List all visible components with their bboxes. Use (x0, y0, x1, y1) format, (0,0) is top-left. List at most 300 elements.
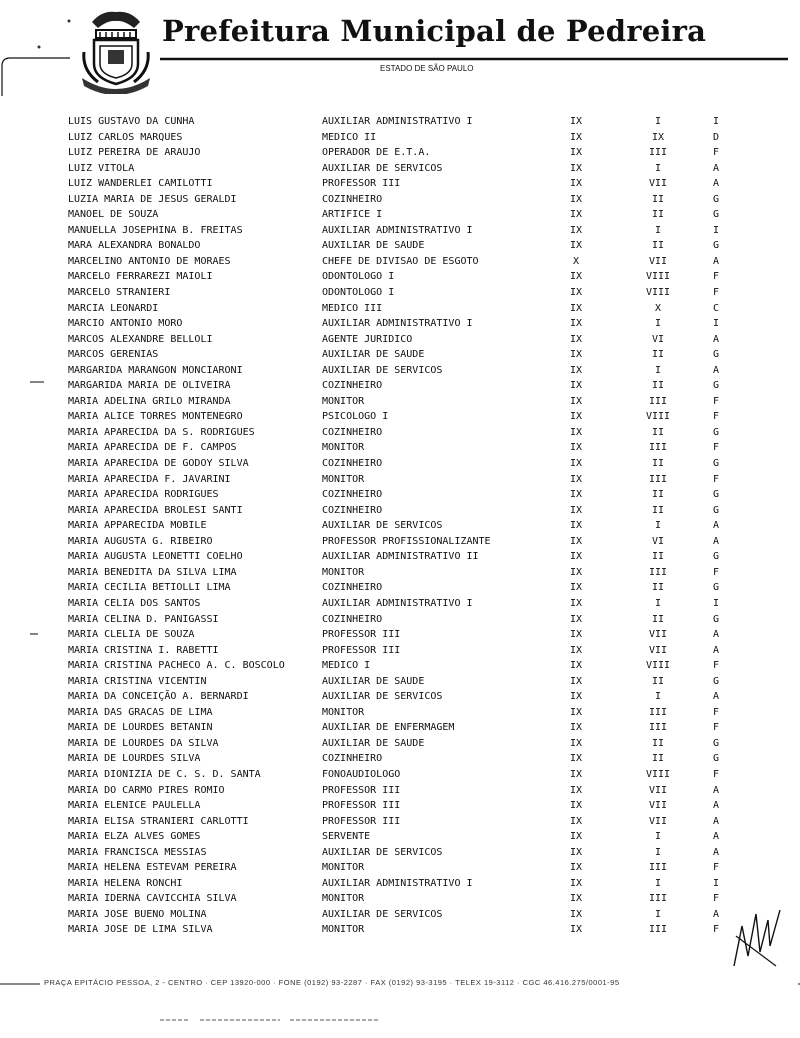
table-row (0, 472, 800, 488)
class-code: I (712, 877, 720, 889)
level-code: IX (569, 473, 583, 485)
level-code: IX (569, 660, 583, 672)
scan-artifact (66, 18, 72, 24)
level-code: IX (569, 224, 583, 236)
table-row (0, 565, 800, 581)
class-code: A (712, 364, 720, 376)
table-row (0, 161, 800, 177)
class-code: F (712, 566, 720, 578)
grade-code: VIII (645, 660, 671, 672)
grade-code: VII (648, 800, 668, 812)
table-row (0, 130, 800, 146)
table-row (0, 829, 800, 845)
table-row (0, 736, 800, 752)
employee-name: LUIZ VITOLA (68, 162, 135, 174)
job-title: COZINHEIRO (322, 613, 383, 625)
class-code: G (712, 349, 720, 361)
job-title: COZINHEIRO (322, 426, 383, 438)
job-title: AUXILIAR DE SAUDE (322, 349, 425, 361)
table-row (0, 627, 800, 643)
job-title: PROFESSOR III (322, 784, 401, 796)
employee-name: MARIA CRISTINA PACHECO A. C. BOSCOLO (68, 660, 285, 672)
class-code: F (712, 722, 720, 734)
job-title: AUXILIAR DE SERVICOS (322, 691, 443, 703)
table-row (0, 891, 800, 907)
job-title: AUXILIAR DE ENFERMAGEM (322, 722, 455, 734)
job-title: CHEFE DE DIVISAO DE ESGOTO (322, 255, 479, 267)
grade-code: VII (648, 784, 668, 796)
table-row (0, 922, 800, 938)
table-row (0, 301, 800, 317)
class-code: G (712, 504, 720, 516)
level-code: IX (569, 924, 583, 936)
level-code: IX (569, 364, 583, 376)
employee-name: MARIA APPARECIDA MOBILE (68, 520, 207, 532)
level-code: IX (569, 753, 583, 765)
job-title: AGENTE JURIDICO (322, 333, 413, 345)
level-code: IX (569, 395, 583, 407)
job-title: AUXILIAR ADMINISTRATIVO I (322, 318, 473, 330)
employee-name: LUZIA MARIA DE JESUS GERALDI (68, 193, 237, 205)
level-code: IX (569, 722, 583, 734)
employee-name: MARIA CECILIA BETIOLLI LIMA (68, 582, 231, 594)
grade-code: III (648, 862, 668, 874)
table-row (0, 751, 800, 767)
level-code: IX (569, 209, 583, 221)
job-title: PSICOLOGO I (322, 411, 389, 423)
grade-code: III (648, 924, 668, 936)
job-title: AUXILIAR ADMINISTRATIVO II (322, 551, 479, 563)
job-title: PROFESSOR PROFISSIONALIZANTE (322, 535, 491, 547)
job-title: MONITOR (322, 924, 365, 936)
table-row (0, 347, 800, 363)
employee-name: MARIA DIONIZIA DE C. S. D. SANTA (68, 768, 261, 780)
level-code: IX (569, 458, 583, 470)
table-row (0, 689, 800, 705)
employee-name: MARIA CLELIA DE SOUZA (68, 629, 195, 641)
level-code: IX (569, 582, 583, 594)
table-row (0, 534, 800, 550)
employee-name: MARIA JOSE DE LIMA SILVA (68, 924, 213, 936)
class-code: F (712, 706, 720, 718)
grade-code: II (651, 675, 665, 687)
employee-name: MARIA APARECIDA RODRIGUES (68, 489, 219, 501)
job-title: AUXILIAR DE SERVICOS (322, 364, 443, 376)
class-code: I (712, 597, 720, 609)
table-row (0, 549, 800, 565)
grade-code: I (654, 846, 662, 858)
grade-code: II (651, 349, 665, 361)
page-subtitle: ESTADO DE SÃO PAULO (380, 64, 474, 73)
header-divider (0, 56, 790, 96)
job-title: MONITOR (322, 893, 365, 905)
job-title: AUXILIAR DE SERVICOS (322, 162, 443, 174)
employee-name: MARCOS GERENIAS (68, 349, 159, 361)
level-code: IX (569, 116, 583, 127)
job-title: MONITOR (322, 473, 365, 485)
job-title: MONITOR (322, 395, 365, 407)
table-row (0, 503, 800, 519)
table-row (0, 518, 800, 534)
class-code: G (712, 551, 720, 563)
class-code: F (712, 862, 720, 874)
grade-code: VI (651, 333, 665, 345)
class-code: F (712, 442, 720, 454)
level-code: IX (569, 597, 583, 609)
job-title: PROFESSOR III (322, 815, 401, 827)
grade-code: I (654, 691, 662, 703)
grade-code: III (648, 395, 668, 407)
grade-code: VII (648, 178, 668, 190)
table-row (0, 876, 800, 892)
grade-code: II (651, 193, 665, 205)
level-code: IX (569, 675, 583, 687)
grade-code: III (648, 893, 668, 905)
employee-name: MARIA BENEDITA DA SILVA LIMA (68, 566, 237, 578)
class-code: I (712, 116, 720, 127)
level-code: IX (569, 831, 583, 843)
employee-name: MARIA DO CARMO PIRES ROMIO (68, 784, 225, 796)
grade-code: I (654, 520, 662, 532)
table-row (0, 860, 800, 876)
grade-code: VII (648, 815, 668, 827)
grade-code: II (651, 489, 665, 501)
employee-name: MARCIA LEONARDI (68, 302, 159, 314)
employee-name: MARIA APARECIDA DA S. RODRIGUES (68, 426, 255, 438)
table-row (0, 658, 800, 674)
grade-code: III (648, 706, 668, 718)
class-code: A (712, 691, 720, 703)
employee-name: MARIA JOSE BUENO MOLINA (68, 908, 207, 920)
employee-name: MARIA ELISA STRANIERI CARLOTTI (68, 815, 249, 827)
footer-address: PRAÇA EPITÁCIO PESSOA, 2 - CENTRO · CEP 13920-000 · FONE (0192) 93-2287 · FAX (0192) 93-3195 · TELEX 19-3112 · CGC 46.416.275/0001-95 (40, 978, 798, 987)
level-code: IX (569, 862, 583, 874)
class-code: F (712, 924, 720, 936)
grade-code: III (648, 722, 668, 734)
class-code: I (712, 318, 720, 330)
employee-name: MARIA ALICE TORRES MONTENEGRO (68, 411, 243, 423)
class-code: A (712, 831, 720, 843)
level-code: IX (569, 426, 583, 438)
job-title: MONITOR (322, 442, 365, 454)
level-code: IX (569, 877, 583, 889)
table-row (0, 223, 800, 239)
level-code: IX (569, 302, 583, 314)
class-code: A (712, 784, 720, 796)
grade-code: IX (651, 131, 665, 143)
grade-code: II (651, 209, 665, 221)
level-code: IX (569, 442, 583, 454)
employee-name: MARA ALEXANDRA BONALDO (68, 240, 201, 252)
table-row (0, 705, 800, 721)
job-title: PROFESSOR III (322, 800, 401, 812)
grade-code: III (648, 442, 668, 454)
grade-code: VIII (645, 271, 671, 283)
class-code: F (712, 287, 720, 299)
level-code: IX (569, 287, 583, 299)
employee-name: MARIA FRANCISCA MESSIAS (68, 846, 207, 858)
grade-code: III (648, 566, 668, 578)
employee-name: MARIA ELENICE PAULELLA (68, 800, 201, 812)
job-title: MEDICO I (322, 660, 371, 672)
employee-name: MANUELLA JOSEPHINA B. FREITAS (68, 224, 243, 236)
class-code: F (712, 411, 720, 423)
job-title: COZINHEIRO (322, 489, 383, 501)
grade-code: II (651, 753, 665, 765)
class-code: A (712, 162, 720, 174)
table-row (0, 674, 800, 690)
job-title: AUXILIAR ADMINISTRATIVO I (322, 877, 473, 889)
level-code: IX (569, 551, 583, 563)
job-title: FONOAUDIOLOGO (322, 768, 401, 780)
class-code: F (712, 395, 720, 407)
job-title: COZINHEIRO (322, 380, 383, 392)
job-title: PROFESSOR III (322, 178, 401, 190)
employee-name: MARIA DAS GRACAS DE LIMA (68, 706, 213, 718)
level-code: IX (569, 566, 583, 578)
level-code: IX (569, 193, 583, 205)
table-row (0, 907, 800, 923)
scan-artifact (160, 1018, 380, 1022)
table-row (0, 378, 800, 394)
grade-code: II (651, 380, 665, 392)
level-code: IX (569, 613, 583, 625)
class-code: A (712, 800, 720, 812)
table-row (0, 596, 800, 612)
employee-name: LUIS GUSTAVO DA CUNHA (68, 116, 195, 127)
employee-name: MARIA HELENA RONCHI (68, 877, 183, 889)
grade-code: II (651, 613, 665, 625)
table-row (0, 409, 800, 425)
grade-code: I (654, 162, 662, 174)
level-code: IX (569, 893, 583, 905)
level-code: IX (569, 691, 583, 703)
scan-artifact (30, 632, 38, 636)
class-code: G (712, 426, 720, 438)
table-row (0, 425, 800, 441)
employee-name: MARIA DE LOURDES DA SILVA (68, 737, 219, 749)
level-code: IX (569, 629, 583, 641)
job-title: PROFESSOR III (322, 644, 401, 656)
job-title: COZINHEIRO (322, 582, 383, 594)
table-row (0, 114, 800, 130)
employee-name: MARIA CRISTINA VICENTIN (68, 675, 207, 687)
grade-code: II (651, 737, 665, 749)
employee-name: MARCIO ANTONIO MORO (68, 318, 183, 330)
employee-name: MARIA CELINA D. PANIGASSI (68, 613, 219, 625)
table-row (0, 254, 800, 270)
class-code: G (712, 737, 720, 749)
employee-name: MARIA IDERNA CAVICCHIA SILVA (68, 893, 237, 905)
level-code: IX (569, 737, 583, 749)
job-title: COZINHEIRO (322, 504, 383, 516)
table-row (0, 783, 800, 799)
grade-code: II (651, 458, 665, 470)
job-title: AUXILIAR DE SAUDE (322, 737, 425, 749)
job-title: ARTIFICE I (322, 209, 383, 221)
table-row (0, 192, 800, 208)
grade-code: VIII (645, 411, 671, 423)
class-code: F (712, 473, 720, 485)
class-code: G (712, 753, 720, 765)
level-code: IX (569, 706, 583, 718)
job-title: AUXILIAR ADMINISTRATIVO I (322, 597, 473, 609)
class-code: A (712, 846, 720, 858)
class-code: A (712, 255, 720, 267)
employee-name: MARIA AUGUSTA LEONETTI COELHO (68, 551, 243, 563)
job-title: MONITOR (322, 862, 365, 874)
class-code: G (712, 458, 720, 470)
class-code: A (712, 629, 720, 641)
grade-code: II (651, 551, 665, 563)
employee-name: MARGARIDA MARANGON MONCIARONI (68, 364, 243, 376)
grade-code: I (654, 318, 662, 330)
handwritten-signature (726, 906, 786, 976)
level-code: IX (569, 318, 583, 330)
class-code: F (712, 271, 720, 283)
class-code: G (712, 380, 720, 392)
class-code: I (712, 224, 720, 236)
table-row (0, 363, 800, 379)
grade-code: III (648, 473, 668, 485)
job-title: MEDICO III (322, 302, 383, 314)
class-code: A (712, 333, 720, 345)
grade-code: I (654, 597, 662, 609)
grade-code: I (654, 224, 662, 236)
job-title: COZINHEIRO (322, 193, 383, 205)
employee-name: LUIZ WANDERLEI CAMILOTTI (68, 178, 213, 190)
grade-code: VI (651, 535, 665, 547)
table-row (0, 643, 800, 659)
class-code: D (712, 131, 720, 143)
employee-name: MARCELO FERRAREZI MAIOLI (68, 271, 213, 283)
grade-code: VII (648, 629, 668, 641)
employee-name: LUIZ PEREIRA DE ARAUJO (68, 147, 201, 159)
employee-name: MARIA AUGUSTA G. RIBEIRO (68, 535, 213, 547)
level-code: IX (569, 349, 583, 361)
class-code: F (712, 768, 720, 780)
table-row (0, 612, 800, 628)
table-row (0, 440, 800, 456)
table-row (0, 145, 800, 161)
employee-name: MARCELINO ANTONIO DE MORAES (68, 255, 231, 267)
grade-code: III (648, 147, 668, 159)
class-code: G (712, 209, 720, 221)
table-row (0, 269, 800, 285)
employee-name: MARIA APARECIDA BROLESI SANTI (68, 504, 243, 516)
class-code: G (712, 675, 720, 687)
class-code: G (712, 582, 720, 594)
job-title: AUXILIAR DE SAUDE (322, 675, 425, 687)
job-title: AUXILIAR DE SAUDE (322, 240, 425, 252)
employee-name: MARIA DE LOURDES SILVA (68, 753, 201, 765)
level-code: IX (569, 768, 583, 780)
level-code: IX (569, 504, 583, 516)
level-code: IX (569, 520, 583, 532)
level-code: IX (569, 333, 583, 345)
level-code: IX (569, 271, 583, 283)
employee-name: MARGARIDA MARIA DE OLIVEIRA (68, 380, 231, 392)
grade-code: I (654, 877, 662, 889)
job-title: AUXILIAR ADMINISTRATIVO I (322, 116, 473, 127)
level-code: IX (569, 131, 583, 143)
employee-name: MARIA CRISTINA I. RABETTI (68, 644, 219, 656)
page-title: Prefeitura Municipal de Pedreira (162, 14, 707, 48)
class-code: G (712, 613, 720, 625)
job-title: AUXILIAR DE SERVICOS (322, 908, 443, 920)
class-code: A (712, 178, 720, 190)
job-title: SERVENTE (322, 831, 371, 843)
table-row (0, 814, 800, 830)
employee-name: MARIA ADELINA GRILO MIRANDA (68, 395, 231, 407)
employee-name: MARCELO STRANIERI (68, 287, 171, 299)
level-code: IX (569, 815, 583, 827)
class-code: A (712, 644, 720, 656)
level-code: IX (569, 162, 583, 174)
grade-code: VII (648, 255, 668, 267)
table-row (0, 580, 800, 596)
employee-name: MARIA CELIA DOS SANTOS (68, 597, 201, 609)
table-row (0, 720, 800, 736)
job-title: MONITOR (322, 706, 365, 718)
employee-name: MARIA HELENA ESTEVAM PEREIRA (68, 862, 237, 874)
employee-name: MARCOS ALEXANDRE BELLOLI (68, 333, 213, 345)
employee-name: MANOEL DE SOUZA (68, 209, 159, 221)
grade-code: VII (648, 644, 668, 656)
employee-name: MARIA ELZA ALVES GOMES (68, 831, 201, 843)
table-row (0, 456, 800, 472)
class-code: G (712, 240, 720, 252)
employee-name: MARIA APARECIDA F. JAVARINI (68, 473, 231, 485)
employee-name: MARIA APARECIDA DE F. CAMPOS (68, 442, 237, 454)
employee-name: LUIZ CARLOS MARQUES (68, 131, 183, 143)
table-row (0, 394, 800, 410)
class-code: A (712, 520, 720, 532)
scan-artifact (36, 44, 42, 50)
grade-code: II (651, 582, 665, 594)
scan-artifact (30, 380, 44, 384)
level-code: IX (569, 908, 583, 920)
grade-code: II (651, 240, 665, 252)
job-title: AUXILIAR DE SERVICOS (322, 846, 443, 858)
job-title: PROFESSOR III (322, 629, 401, 641)
grade-code: VIII (645, 768, 671, 780)
level-code: IX (569, 784, 583, 796)
table-row (0, 332, 800, 348)
grade-code: I (654, 116, 662, 127)
level-code: IX (569, 800, 583, 812)
level-code: IX (569, 380, 583, 392)
job-title: COZINHEIRO (322, 753, 383, 765)
level-code: IX (569, 147, 583, 159)
table-row (0, 285, 800, 301)
level-code: IX (569, 178, 583, 190)
class-code: C (712, 302, 720, 314)
employee-name: MARIA DA CONCEIÇÃO A. BERNARDI (68, 691, 249, 703)
level-code: IX (569, 846, 583, 858)
grade-code: I (654, 364, 662, 376)
class-code: A (712, 535, 720, 547)
grade-code: II (651, 504, 665, 516)
table-row (0, 176, 800, 192)
class-code: F (712, 660, 720, 672)
grade-code: X (654, 302, 662, 314)
job-title: AUXILIAR DE SERVICOS (322, 520, 443, 532)
class-code: A (712, 908, 720, 920)
table-row (0, 845, 800, 861)
level-code: IX (569, 535, 583, 547)
job-title: AUXILIAR ADMINISTRATIVO I (322, 224, 473, 236)
